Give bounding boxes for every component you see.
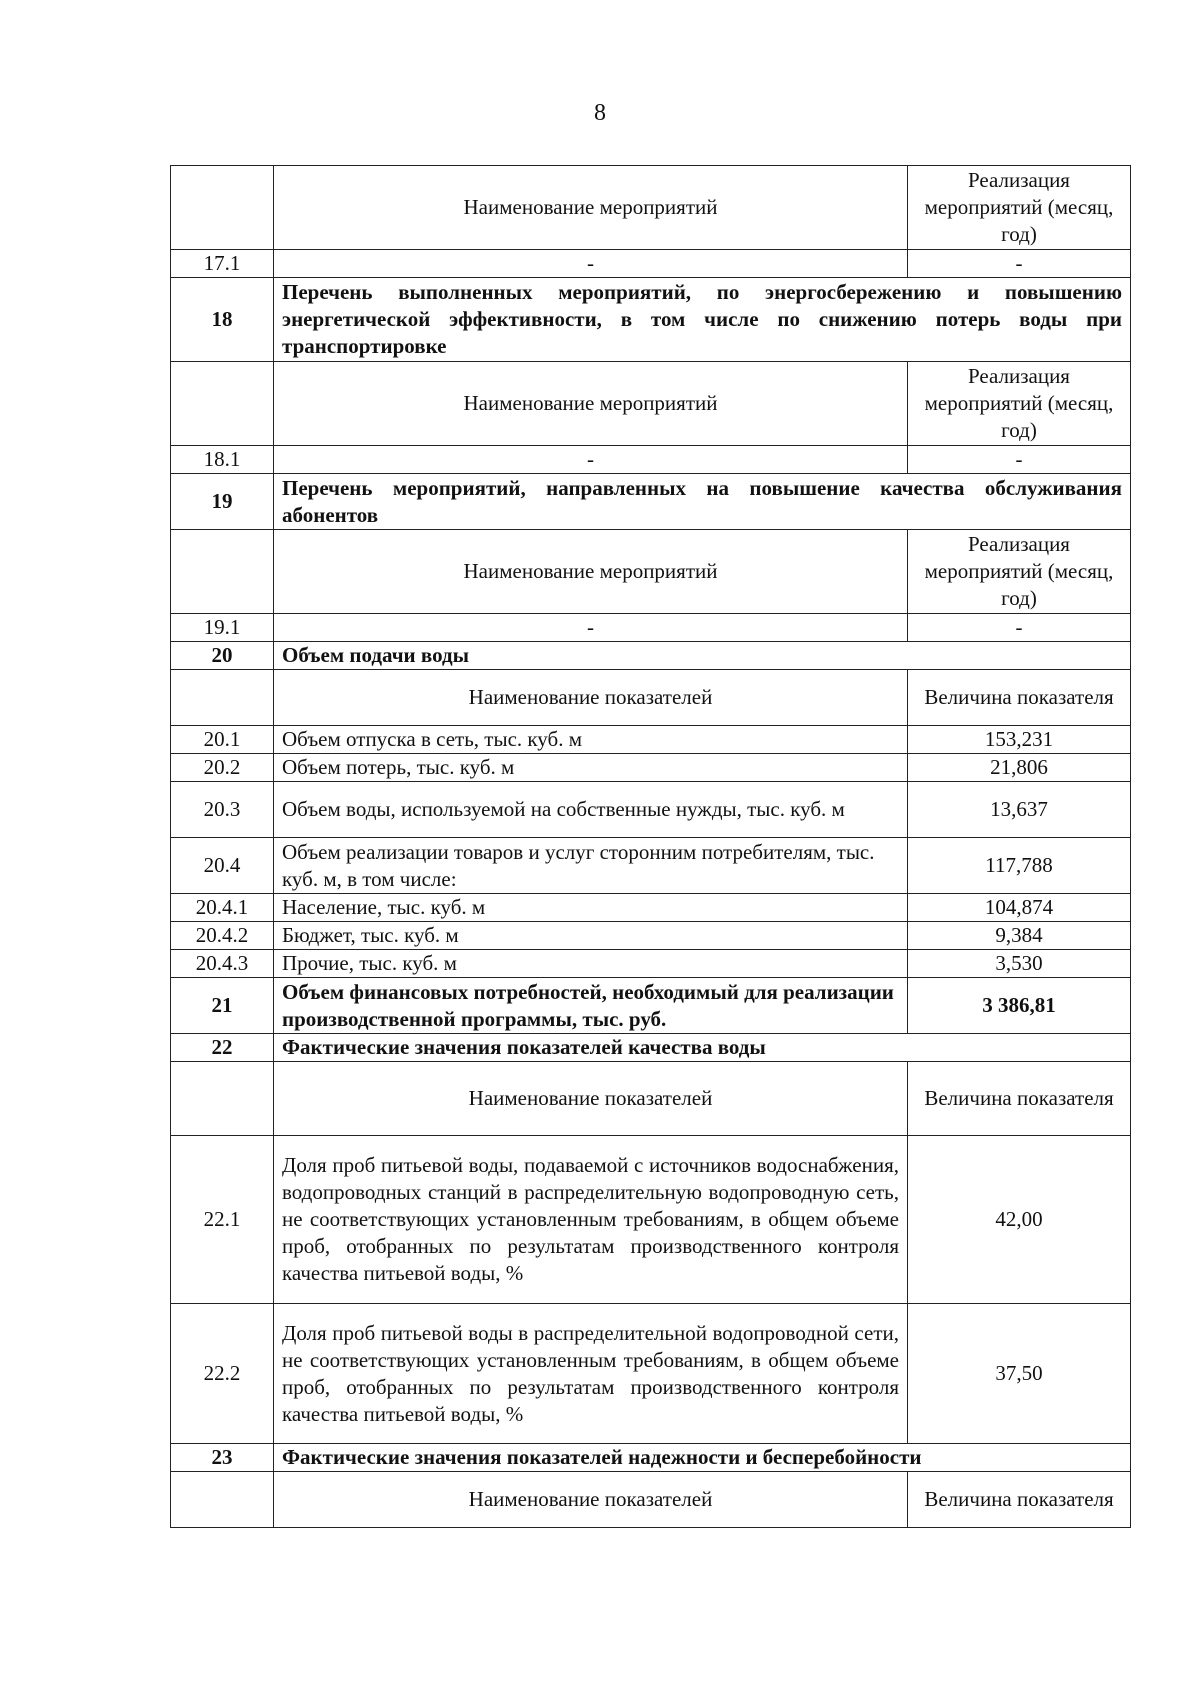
table-row [171,1304,1131,1444]
header-name-cell: Наименование мероприятий [274,530,908,614]
header-value-cell: Величина показателя [908,1062,1131,1136]
row-name: Прочие, тыс. куб. м [274,950,908,978]
row-value: - [908,614,1131,642]
table-row [171,1136,1131,1304]
section-header-row [171,1062,1131,1136]
header-num-cell [171,166,274,250]
row-name: Объем воды, используемой на собственные нужды, тыс. куб. м [274,782,908,838]
table-row [171,782,1131,838]
row-value: 9,384 [908,922,1131,950]
section-row-20 [171,642,1131,670]
header-impl-cell: Реализация мероприятий (месяц, год) [908,362,1131,446]
section-row-22 [171,1034,1131,1062]
row-name: Доля проб питьевой воды, подаваемой с источников водоснабжения, водопроводных станций в распределительную водопроводную сеть, не соответствующих установленным требованиям, в общем объеме проб, отобранных по результатам производственного контроля качества питьевой воды, % [274,1136,908,1304]
section-header-row [171,530,1131,614]
row-name: - [274,446,908,474]
row-num: 18.1 [171,446,274,474]
table-header-row [171,166,1131,250]
header-value-cell: Величина показателя [908,670,1131,726]
section-title: Объем финансовых потребностей, необходимый для реализации производственной программы, тыс. руб. [274,978,908,1034]
row-num: 19.1 [171,614,274,642]
header-name-cell: Наименование мероприятий [274,362,908,446]
section-row-19 [171,474,1131,530]
header-num-cell [171,1062,274,1136]
header-num-cell [171,530,274,614]
header-name-cell: Наименование показателей [274,1062,908,1136]
row-name: Объем потерь, тыс. куб. м [274,754,908,782]
row-name: Объем реализации товаров и услуг сторонним потребителям, тыс. куб. м, в том числе: [274,838,908,894]
section-title: Перечень выполненных мероприятий, по энергосбережению и повышению энергетической эффективности, в том числе по снижению потерь воды при транспортировке [274,278,1131,362]
section-num: 22 [171,1034,274,1062]
section-num: 21 [171,978,274,1034]
row-value: - [908,250,1131,278]
section-title: Объем подачи воды [274,642,1131,670]
row-name: - [274,250,908,278]
row-value: 3,530 [908,950,1131,978]
header-value-cell: Величина показателя [908,1472,1131,1528]
table-row [171,894,1131,922]
table-row [171,614,1131,642]
header-name-cell: Наименование мероприятий [274,166,908,250]
row-name: Доля проб питьевой воды в распределительной водопроводной сети, не соответствующих установленным требованиям, в общем объеме проб, отобранных по результатам производственного контроля качества питьевой воды, % [274,1304,908,1444]
row-name: Объем отпуска в сеть, тыс. куб. м [274,726,908,754]
row-value: 117,788 [908,838,1131,894]
row-num: 20.4.1 [171,894,274,922]
header-name-cell: Наименование показателей [274,670,908,726]
table-row [171,446,1131,474]
row-num: 20.2 [171,754,274,782]
table-row [171,754,1131,782]
section-header-row [171,670,1131,726]
row-num: 20.4.2 [171,922,274,950]
table-row [171,950,1131,978]
table-row [171,922,1131,950]
section-title: Перечень мероприятий, направленных на повышение качества обслуживания абонентов [274,474,1131,530]
row-name: - [274,614,908,642]
section-header-row [171,362,1131,446]
header-impl-cell: Реализация мероприятий (месяц, год) [908,166,1131,250]
section-num: 23 [171,1444,274,1472]
row-value: 21,806 [908,754,1131,782]
row-value: 153,231 [908,726,1131,754]
row-value: 37,50 [908,1304,1131,1444]
row-num: 20.4 [171,838,274,894]
row-value: - [908,446,1131,474]
section-row-21 [171,978,1131,1034]
row-num: 20.1 [171,726,274,754]
row-num: 22.1 [171,1136,274,1304]
row-value: 13,637 [908,782,1131,838]
section-header-row [171,1472,1131,1528]
section-num: 18 [171,278,274,362]
section-title: Фактические значения показателей качества воды [274,1034,1131,1062]
table-row [171,250,1131,278]
row-value: 42,00 [908,1136,1131,1304]
table-row [171,726,1131,754]
section-row-23 [171,1444,1131,1472]
page-number: 8 [594,100,606,126]
row-num: 20.4.3 [171,950,274,978]
table-row [171,838,1131,894]
row-num: 17.1 [171,250,274,278]
section-row-18 [171,278,1131,362]
section-title: Фактические значения показателей надежности и бесперебойности [274,1444,1131,1472]
program-table [170,165,1131,1528]
header-num-cell [171,362,274,446]
header-num-cell [171,670,274,726]
row-name: Бюджет, тыс. куб. м [274,922,908,950]
row-num: 22.2 [171,1304,274,1444]
row-value: 104,874 [908,894,1131,922]
section-value: 3 386,81 [908,978,1131,1034]
section-num: 19 [171,474,274,530]
header-impl-cell: Реализация мероприятий (месяц, год) [908,530,1131,614]
header-name-cell: Наименование показателей [274,1472,908,1528]
row-name: Население, тыс. куб. м [274,894,908,922]
section-num: 20 [171,642,274,670]
header-num-cell [171,1472,274,1528]
row-num: 20.3 [171,782,274,838]
